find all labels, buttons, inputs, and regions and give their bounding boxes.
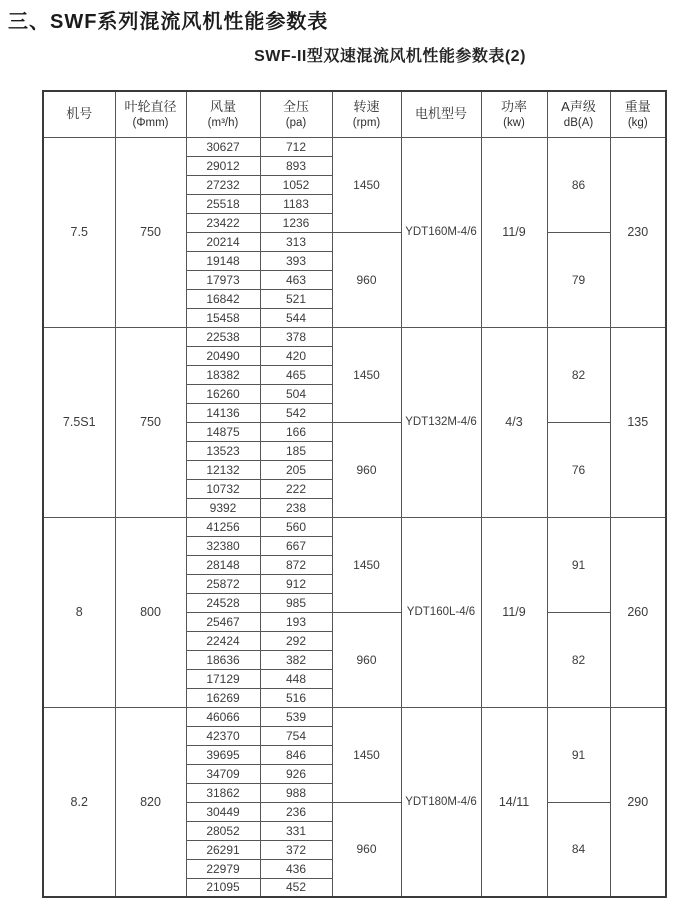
noise-cell: 82 <box>547 612 610 707</box>
header-weight <box>610 91 666 137</box>
flow-cell: 16842 <box>186 289 260 308</box>
motor-cell: YDT160L-4/6 <box>401 517 481 707</box>
flow-cell: 24528 <box>186 593 260 612</box>
header-unit: (pa) <box>285 116 307 129</box>
table-row <box>43 517 666 536</box>
pressure-cell: 544 <box>260 308 332 327</box>
table-row <box>43 707 666 726</box>
flow-cell: 18636 <box>186 650 260 669</box>
header-label: 全压 <box>282 98 309 114</box>
flow-cell: 23422 <box>186 213 260 232</box>
flow-cell: 46066 <box>186 707 260 726</box>
pressure-cell: 185 <box>260 441 332 460</box>
pressure-cell: 516 <box>260 688 332 707</box>
flow-cell: 32380 <box>186 536 260 555</box>
header-unit: dB(A) <box>563 116 594 129</box>
table-row <box>43 327 666 346</box>
header-label: 重量 <box>624 98 651 114</box>
noise-cell: 76 <box>547 422 610 517</box>
noise-cell: 91 <box>547 707 610 802</box>
flow-cell: 10732 <box>186 479 260 498</box>
pressure-cell: 436 <box>260 859 332 878</box>
rpm-cell: 1450 <box>332 517 401 612</box>
page-subtitle: SWF-II型双速混流风机性能参数表(2) <box>254 48 526 65</box>
header-model-no <box>43 91 115 137</box>
pressure-cell: 667 <box>260 536 332 555</box>
noise-cell: 84 <box>547 802 610 897</box>
pressure-cell: 313 <box>260 232 332 251</box>
flow-cell: 42370 <box>186 726 260 745</box>
pressure-cell: 222 <box>260 479 332 498</box>
pressure-cell: 292 <box>260 631 332 650</box>
pressure-cell: 420 <box>260 346 332 365</box>
header-row <box>43 91 666 137</box>
flow-cell: 27232 <box>186 175 260 194</box>
header-label: 机号 <box>66 106 93 122</box>
pressure-cell: 205 <box>260 460 332 479</box>
noise-cell: 79 <box>547 232 610 327</box>
flow-cell: 18382 <box>186 365 260 384</box>
flow-cell: 22979 <box>186 859 260 878</box>
pressure-cell: 378 <box>260 327 332 346</box>
flow-cell: 25872 <box>186 574 260 593</box>
flow-cell: 31862 <box>186 783 260 802</box>
pressure-cell: 238 <box>260 498 332 517</box>
diameter-cell: 800 <box>115 517 186 707</box>
pressure-cell: 985 <box>260 593 332 612</box>
pressure-cell: 504 <box>260 384 332 403</box>
model-cell: 7.5 <box>43 137 115 327</box>
pressure-cell: 539 <box>260 707 332 726</box>
header-label: 风量 <box>209 98 236 114</box>
pressure-cell: 521 <box>260 289 332 308</box>
flow-cell: 22424 <box>186 631 260 650</box>
noise-cell: 91 <box>547 517 610 612</box>
motor-cell: YDT132M-4/6 <box>401 327 481 517</box>
pressure-cell: 452 <box>260 878 332 897</box>
motor-cell: YDT160M-4/6 <box>401 137 481 327</box>
flow-cell: 17129 <box>186 669 260 688</box>
weight-cell: 290 <box>610 707 666 897</box>
flow-cell: 25518 <box>186 194 260 213</box>
flow-cell: 16260 <box>186 384 260 403</box>
flow-cell: 16269 <box>186 688 260 707</box>
pressure-cell: 893 <box>260 156 332 175</box>
pressure-cell: 1052 <box>260 175 332 194</box>
noise-cell: 82 <box>547 327 610 422</box>
power-cell: 11/9 <box>481 137 547 327</box>
flow-cell: 26291 <box>186 840 260 859</box>
header-impeller-diameter <box>115 91 186 137</box>
flow-cell: 28052 <box>186 821 260 840</box>
pressure-cell: 331 <box>260 821 332 840</box>
header-label: 叶轮直径 <box>124 98 177 114</box>
pressure-cell: 988 <box>260 783 332 802</box>
flow-cell: 15458 <box>186 308 260 327</box>
pressure-cell: 1183 <box>260 194 332 213</box>
header-unit: (m³/h) <box>207 116 239 129</box>
header-label: 转速 <box>353 98 380 114</box>
rpm-cell: 960 <box>332 802 401 897</box>
model-cell: 8.2 <box>43 707 115 897</box>
pressure-cell: 193 <box>260 612 332 631</box>
header-unit: (Φmm) <box>132 116 169 129</box>
flow-cell: 22538 <box>186 327 260 346</box>
flow-cell: 13523 <box>186 441 260 460</box>
flow-cell: 41256 <box>186 517 260 536</box>
performance-table <box>42 90 667 898</box>
header-motor-model <box>401 91 481 137</box>
power-cell: 4/3 <box>481 327 547 517</box>
diameter-cell: 820 <box>115 707 186 897</box>
header-air-volume <box>186 91 260 137</box>
rpm-cell: 960 <box>332 422 401 517</box>
pressure-cell: 166 <box>260 422 332 441</box>
pressure-cell: 912 <box>260 574 332 593</box>
pressure-cell: 846 <box>260 745 332 764</box>
flow-cell: 14875 <box>186 422 260 441</box>
performance-table-wrap <box>42 90 667 898</box>
flow-cell: 12132 <box>186 460 260 479</box>
pressure-cell: 926 <box>260 764 332 783</box>
weight-cell: 135 <box>610 327 666 517</box>
pressure-cell: 465 <box>260 365 332 384</box>
flow-cell: 25467 <box>186 612 260 631</box>
flow-cell: 21095 <box>186 878 260 897</box>
header-unit: (kw) <box>503 116 525 129</box>
power-cell: 14/11 <box>481 707 547 897</box>
rpm-cell: 960 <box>332 612 401 707</box>
rpm-cell: 960 <box>332 232 401 327</box>
flow-cell: 14136 <box>186 403 260 422</box>
flow-cell: 9392 <box>186 498 260 517</box>
flow-cell: 19148 <box>186 251 260 270</box>
pressure-cell: 712 <box>260 137 332 156</box>
power-cell: 11/9 <box>481 517 547 707</box>
header-total-pressure <box>260 91 332 137</box>
motor-cell: YDT180M-4/6 <box>401 707 481 897</box>
performance-table-body <box>43 137 666 897</box>
flow-cell: 17973 <box>186 270 260 289</box>
flow-cell: 29012 <box>186 156 260 175</box>
flow-cell: 34709 <box>186 764 260 783</box>
flow-cell: 39695 <box>186 745 260 764</box>
weight-cell: 260 <box>610 517 666 707</box>
page-title: 三、SWF系列混流风机性能参数表 <box>8 11 329 33</box>
header-unit: (kg) <box>627 116 648 129</box>
pressure-cell: 372 <box>260 840 332 859</box>
flow-cell: 20490 <box>186 346 260 365</box>
header-label: 功率 <box>500 98 527 114</box>
rpm-cell: 1450 <box>332 707 401 802</box>
model-cell: 7.5S1 <box>43 327 115 517</box>
pressure-cell: 463 <box>260 270 332 289</box>
pressure-cell: 382 <box>260 650 332 669</box>
table-row <box>43 137 666 156</box>
header-power <box>481 91 547 137</box>
flow-cell: 30627 <box>186 137 260 156</box>
header-speed <box>332 91 401 137</box>
pressure-cell: 393 <box>260 251 332 270</box>
model-cell: 8 <box>43 517 115 707</box>
header-label: 电机型号 <box>414 106 467 122</box>
diameter-cell: 750 <box>115 327 186 517</box>
flow-cell: 30449 <box>186 802 260 821</box>
rpm-cell: 1450 <box>332 327 401 422</box>
diameter-cell: 750 <box>115 137 186 327</box>
header-noise-level <box>547 91 610 137</box>
flow-cell: 28148 <box>186 555 260 574</box>
pressure-cell: 560 <box>260 517 332 536</box>
rpm-cell: 1450 <box>332 137 401 232</box>
pressure-cell: 754 <box>260 726 332 745</box>
pressure-cell: 1236 <box>260 213 332 232</box>
pressure-cell: 542 <box>260 403 332 422</box>
header-label: A声级 <box>561 98 596 114</box>
flow-cell: 20214 <box>186 232 260 251</box>
weight-cell: 230 <box>610 137 666 327</box>
pressure-cell: 236 <box>260 802 332 821</box>
noise-cell: 86 <box>547 137 610 232</box>
pressure-cell: 448 <box>260 669 332 688</box>
pressure-cell: 872 <box>260 555 332 574</box>
header-unit: (rpm) <box>352 116 381 129</box>
